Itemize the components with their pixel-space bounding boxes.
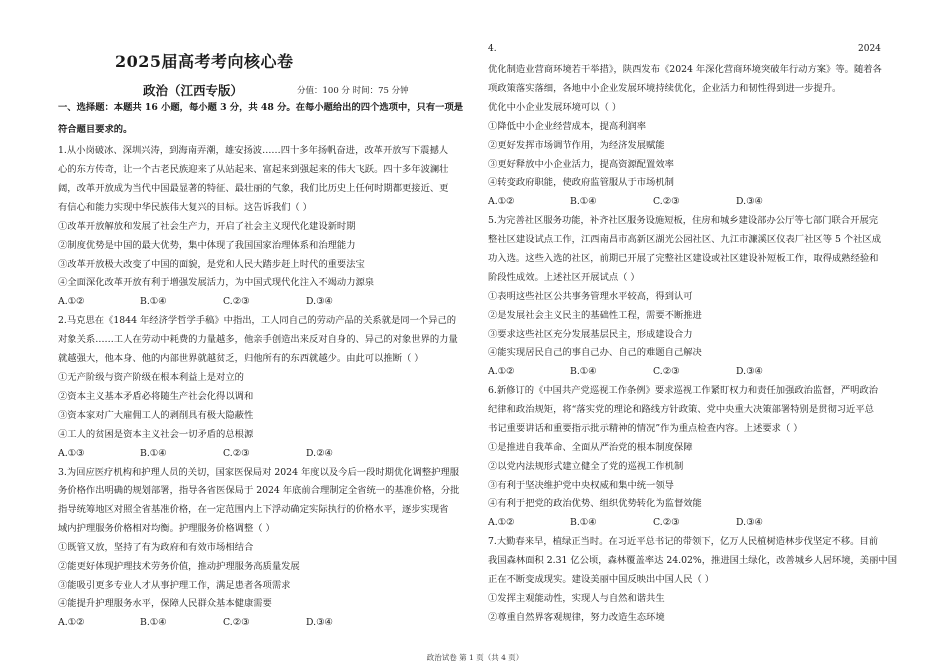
q3-item: ①既管又放，坚持了有为政府和有效市场相结合 (58, 542, 254, 553)
q4-option-d[interactable]: D.③④ (736, 196, 763, 207)
page-footer: 政治试卷 第 1 页（共 4 页） (426, 653, 524, 662)
q5-option-d[interactable]: D.③④ (736, 366, 763, 377)
q5-item: ④能实现居民自己的事自己办、自己的难题自己解决 (488, 347, 702, 358)
q5-item: ②是发展社会主义民主的基础性工程，需要不断推进 (488, 310, 702, 321)
section-heading: 一、选择题：本题共 16 小题，每小题 3 分，共 48 分。在每小题给出的四个选项中，只有一项是 (58, 102, 464, 113)
q1-item: ①改革开放解放和发展了社会生产力，开启了社会主义现代化建设新时期 (58, 221, 356, 232)
q2-stem-line: 2.马克思在《1844 年经济学哲学手稿》中指出，工人同自己的劳动产品的关系就是同一个异己的 (58, 315, 457, 326)
q5-stem-line: 5.为完善社区服务功能，补齐社区服务设施短板，住房和城乡建设部办公厅等七部门联合开展完 (488, 215, 879, 226)
exam-title: 2025届高考考向核心卷 (115, 52, 294, 71)
q3-stem-line: 域内护理服务价格相对均衡。护理服务价格调整（ ） (58, 523, 275, 534)
q1-stem-line: 阔，改革开放成为当代中国最显著的特征、最壮丽的气象，我们比历史上任何时期都更接近、更 (58, 183, 449, 194)
q5-option-c[interactable]: C.②③ (653, 366, 680, 377)
q7-stem-line: 我国森林面积 2.31 亿公顷，森林覆盖率达 24.02%，推进国土绿化，改善城乡人居环境，美丽中国 (488, 555, 897, 566)
q4-option-c[interactable]: C.②③ (653, 196, 680, 207)
continued-year: 2024 (858, 44, 881, 54)
q6-option-a[interactable]: A.①② (488, 517, 515, 528)
q4-option-a[interactable]: A.①② (488, 196, 515, 207)
continued-question-number: 4. (488, 44, 497, 54)
q5-item: ①表明这些社区公共事务管理水平较高，得到认可 (488, 291, 693, 302)
q6-option-b[interactable]: B.①④ (570, 517, 597, 528)
q3-option-c[interactable]: C.②③ (223, 617, 250, 628)
q3-stem-line: 务价格作出明确的规划部署，指导各省医保局于 2024 年底前合理制定全省统一的基准价格，分批 (58, 485, 460, 496)
q1-option-d[interactable]: D.③④ (306, 296, 333, 307)
q2-option-c[interactable]: C.②③ (223, 448, 250, 459)
q1-stem-line: 1.从小岗破冰、深圳兴涛，到海南弄潮，雄安扬波……四十多年扬帆奋进，改革开放写下震撼人 (58, 145, 449, 156)
q1-item: ②制度优势是中国的最大优势，集中体现了我国国家治理体系和治理能力 (58, 240, 356, 251)
q6-stem-line: 6.新修订的《中国共产党巡视工作条例》要求巡视工作紧盯权力和责任加强政治监督，严明政治 (488, 385, 879, 396)
q6-item: ③有利于坚决维护党中央权威和集中统一领导 (488, 480, 674, 491)
q1-option-a[interactable]: A.①② (58, 296, 85, 307)
q2-item: ④工人的贫困是资本主义社会一切矛盾的总根源 (58, 429, 254, 440)
q2-stem-line: 就越强大，他本身、他的内部世界就越贫乏，归他所有的东西就越少。由此可以推断（ ） (58, 353, 424, 364)
q2-item: ③资本家对广大雇佣工人的剥削具有极大隐蔽性 (58, 410, 254, 421)
q4-item: ④转变政府职能，使政府监管服从于市场机制 (488, 177, 674, 188)
q3-option-b[interactable]: B.①④ (140, 617, 167, 628)
q7-item: ②尊重自然界客观规律，努力改造生态环境 (488, 612, 665, 623)
section-heading-cont: 符合题目要求的。 (58, 124, 133, 135)
q2-stem-line: 对象关系……工人在劳动中耗费的力量越多，他亲手创造出来反对自身的、异己的对象世界的力量 (58, 334, 458, 345)
q2-item: ①无产阶级与资产阶级在根本利益上是对立的 (58, 372, 244, 383)
q7-stem-line: 正在不断变成现实。建设美丽中国反映出中国人民（ ） (488, 574, 715, 585)
q5-stem-line: 整社区建设试点工作，江西南昌市高新区湖光公园社区、九江市濂溪区仪表厂社区等 5 个社区成 (488, 234, 881, 245)
q1-stem-line: 心的东方传奇，让一个古老民族迎来了从站起来、富起来到强起来的伟大飞跃。四十多年波澜壮 (58, 164, 449, 175)
score-time-meta: 分值：100 分 时间：75 分钟 (297, 86, 409, 96)
q3-option-a[interactable]: A.①② (58, 617, 85, 628)
q6-option-d[interactable]: D.③④ (736, 517, 763, 528)
q2-option-b[interactable]: B.①④ (140, 448, 167, 459)
q2-option-d[interactable]: D.②④ (306, 448, 333, 459)
q3-stem-line: 3.为回应医疗机构和护理人员的关切，国家医保局对 2024 年度以及今后一段时期优化调整护理服 (58, 467, 460, 478)
q3-item: ③能吸引更多专业人才从事护理工作，满足患者各项需求 (58, 580, 291, 591)
q1-stem-line: 有信心和能力实现中华民族伟大复兴的目标。这告诉我们（ ） (58, 202, 312, 213)
q4-stem-line: 项政策落实落细，各地中小企业发展环境持续优化，企业活力和韧性得到进一步提升。 (488, 83, 842, 94)
q6-stem-line: 书记重要讲话和重要指示批示精神的情况”作为重点检查内容。上述要求（ ） (488, 423, 803, 434)
q1-option-b[interactable]: B.①④ (140, 296, 167, 307)
q7-item: ①发挥主观能动性，实现人与自然和谐共生 (488, 593, 665, 604)
q4-option-b[interactable]: B.①④ (570, 196, 597, 207)
q1-item: ④全面深化改革开放有利于增强发展活力，为中国式现代化注入不竭动力源泉 (58, 277, 375, 288)
q6-option-c[interactable]: C.②③ (653, 517, 680, 528)
q5-option-a[interactable]: A.①② (488, 366, 515, 377)
q3-option-d[interactable]: D.③④ (306, 617, 333, 628)
q3-item: ②能更好体现护理技术劳务价值，推动护理服务高质量发展 (58, 561, 300, 572)
subject-title: 政治（江西专版） (143, 83, 244, 98)
q4-stem-line: 优化中小企业发展环境可以（ ） (488, 102, 622, 113)
q4-stem-line: 优化制造业营商环境若干举措》，陕西发布《2024 年深化营商环境突破年行动方案》等。随着各 (488, 64, 882, 75)
q6-item: ④有利于把党的政治优势、组织优势转化为监督效能 (488, 498, 702, 509)
q5-stem-line: 功入选。这些入选的社区，前期已开展了完整社区建设或社区建设补短板工作，取得成熟经验和 (488, 253, 879, 264)
q5-stem-line: 阶段性成效。上述社区开展试点（ ） (488, 272, 640, 283)
q5-item: ③要求这些社区充分发展基层民主，形成建设合力 (488, 329, 693, 340)
q1-option-c[interactable]: C.②③ (223, 296, 250, 307)
q6-item: ②以党内法规形式建立健全了党的巡视工作机制 (488, 461, 684, 472)
q2-option-a[interactable]: A.①③ (58, 448, 85, 459)
q3-item: ④能提升护理服务水平，保障人民群众基本健康需要 (58, 598, 272, 609)
q4-item: ②更好发挥市场调节作用，为经济发展赋能 (488, 140, 665, 151)
q3-stem-line: 指导统筹地区对照全省基准价格，在一定范围内上下浮动确定实际执行的价格水平，逐步实现省 (58, 504, 449, 515)
q6-item: ①是推进自我革命、全面从严治党的根本制度保障 (488, 442, 693, 453)
q4-item: ③更好释放中小企业活力，提高资源配置效率 (488, 159, 674, 170)
q7-stem-line: 7.大勤春来早，植绿正当时。在习近平总书记的带领下，亿万人民植树造林步伐坚定不移。目前 (488, 536, 879, 547)
q2-item: ②资本主义基本矛盾必将随生产社会化得以调和 (58, 391, 254, 402)
q5-option-b[interactable]: B.①④ (570, 366, 597, 377)
q4-item: ①降低中小企业经营成本，提高利润率 (488, 121, 647, 132)
q1-item: ③改革开放极大改变了中国的面貌，是党和人民大踏步赶上时代的重要法宝 (58, 259, 365, 270)
q6-stem-line: 纪律和政治规矩，将“落实党的理论和路线方针政策、党中央重大决策部署特别是贯彻习近平总 (488, 404, 874, 415)
